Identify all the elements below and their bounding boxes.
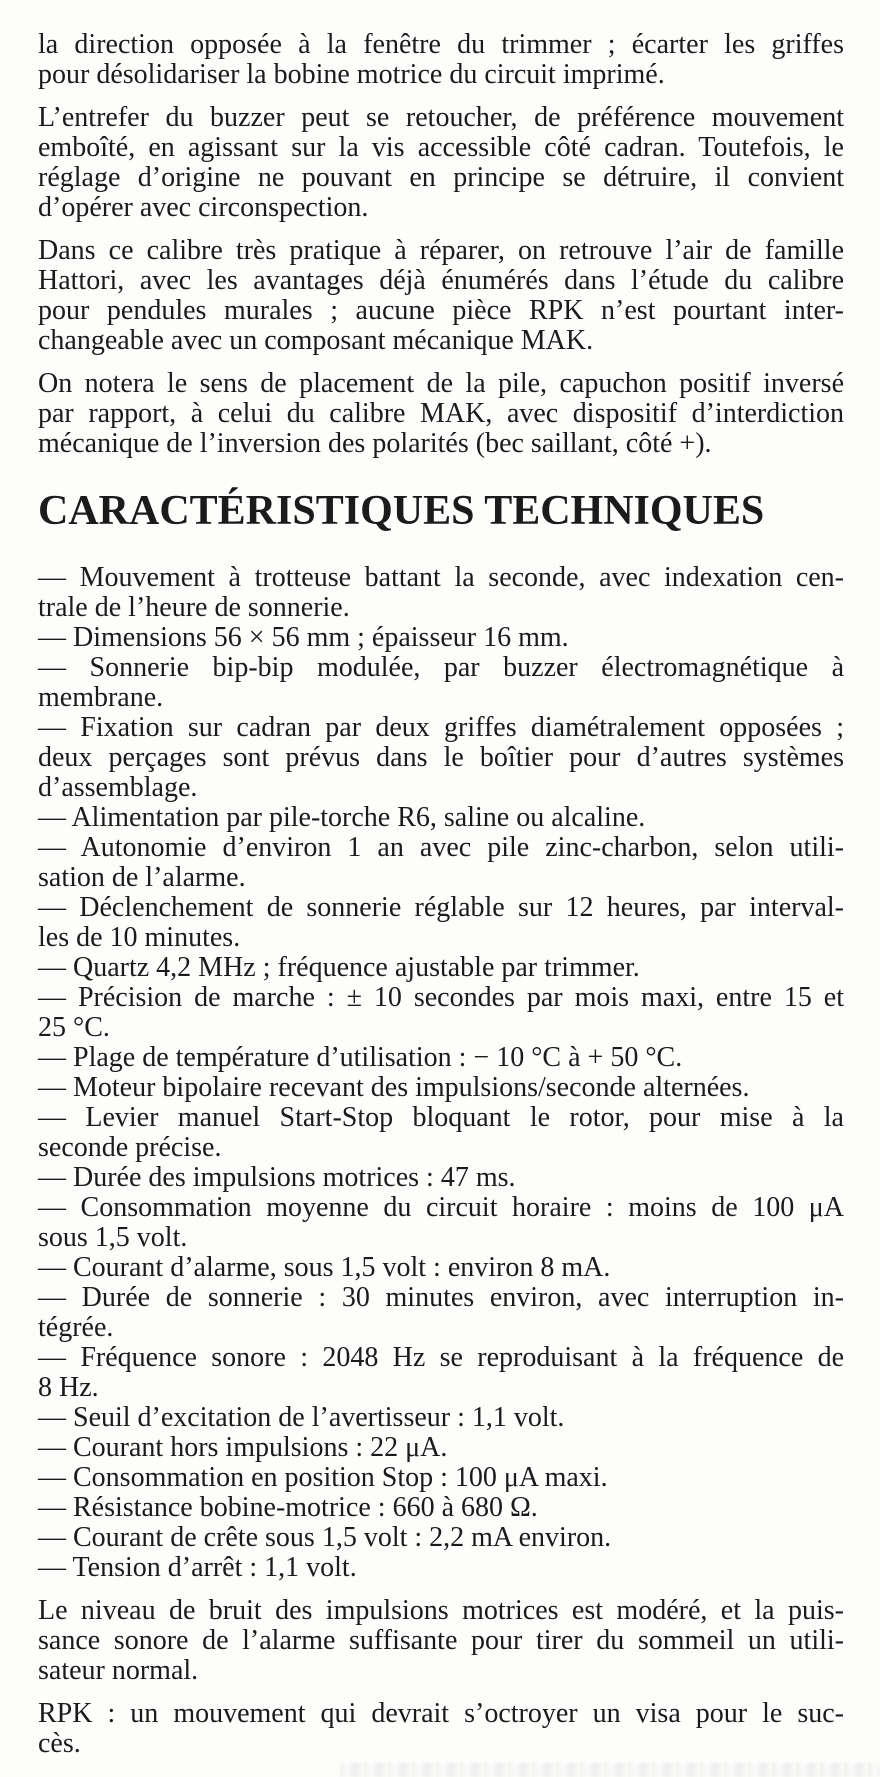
spec-levier bbox=[38, 1103, 844, 1163]
text-line: — Dimensions 56 × 56 mm ; épaisseur 16 mm. bbox=[38, 622, 569, 653]
text-line: — Déclenchement de sonnerie réglable sur 12 heures, par interval- bbox=[38, 892, 844, 923]
spec-autonomie bbox=[38, 833, 844, 893]
text-line: — Durée de sonnerie : 30 minutes environ, avec interruption in- bbox=[38, 1282, 844, 1313]
spec-consommation-stop bbox=[38, 1463, 844, 1493]
spec-temperature bbox=[38, 1043, 844, 1073]
text-line: sation de l’alarme. bbox=[38, 862, 246, 893]
spec-tension-arret bbox=[38, 1553, 844, 1583]
text-line: d’opérer avec circonspection. bbox=[38, 192, 369, 223]
text-line: seconde précise. bbox=[38, 1132, 222, 1163]
spec-alimentation bbox=[38, 803, 844, 833]
text-line: — Consommation moyenne du circuit horaire : moins de 100 μA bbox=[38, 1192, 844, 1223]
text-line: — Durée des impulsions motrices : 47 ms. bbox=[38, 1162, 516, 1193]
text-line: — Seuil d’excitation de l’avertisseur : 1,1 volt. bbox=[38, 1402, 565, 1433]
text-line: deux perçages sont prévus dans le boîtier pour d’autres systèmes bbox=[38, 742, 844, 773]
spec-sonnerie bbox=[38, 653, 844, 713]
spec-mouvement bbox=[38, 563, 844, 623]
text-line: — Résistance bobine-motrice : 660 à 680 Ω. bbox=[38, 1492, 538, 1523]
text-line: tégrée. bbox=[38, 1312, 114, 1343]
spec-moteur bbox=[38, 1073, 844, 1103]
text-line: pour désolidariser la bobine motrice du circuit imprimé. bbox=[38, 59, 665, 90]
paragraph-conclusion-rpk bbox=[38, 1699, 844, 1759]
text-line: Hattori, avec les avantages déjà énumérés dans l’étude du calibre bbox=[38, 265, 844, 296]
text-line: les de 10 minutes. bbox=[38, 922, 241, 953]
paragraph-niveau-bruit bbox=[38, 1596, 844, 1686]
text-line: emboîté, en agissant sur la vis accessible côté cadran. Toutefois, le bbox=[38, 132, 844, 163]
text-line: la direction opposée à la fenêtre du trimmer ; écarter les griffes bbox=[38, 29, 844, 60]
text-line: — Courant hors impulsions : 22 μA. bbox=[38, 1432, 448, 1463]
text-line: — Sonnerie bip-bip modulée, par buzzer électromagnétique à bbox=[38, 652, 844, 683]
text-line: sateur normal. bbox=[38, 1655, 199, 1686]
paragraph-calibre bbox=[38, 236, 844, 356]
text-line: — Plage de température d’utilisation : − 10 °C à + 50 °C. bbox=[38, 1042, 683, 1073]
text-line: — Consommation en position Stop : 100 μA maxi. bbox=[38, 1462, 608, 1493]
spec-declenchement bbox=[38, 893, 844, 953]
spec-dimensions bbox=[38, 623, 844, 653]
text-line: RPK : un mouvement qui devrait s’octroyer un visa pour le suc- bbox=[38, 1698, 844, 1729]
spec-precision bbox=[38, 983, 844, 1043]
text-line: — Courant d’alarme, sous 1,5 volt : environ 8 mA. bbox=[38, 1252, 611, 1283]
section-heading-text: CARACTÉRISTIQUES TECHNIQUES bbox=[38, 488, 765, 534]
text-line: 25 °C. bbox=[38, 1012, 110, 1043]
text-line: mécanique de l’inversion des polarités (bec saillant, côté +). bbox=[38, 428, 712, 459]
text-line: — Fixation sur cadran par deux griffes diamétralement opposées ; bbox=[38, 712, 844, 743]
paragraph-entrefer bbox=[38, 103, 844, 223]
scan-noise-artifact bbox=[340, 1763, 880, 1777]
text-line: — Précision de marche : ± 10 secondes par mois maxi, entre 15 et bbox=[38, 982, 844, 1013]
text-line: — Moteur bipolaire recevant des impulsions/seconde alternées. bbox=[38, 1072, 750, 1103]
text-line: d’assemblage. bbox=[38, 772, 198, 803]
spec-duree-impulsions bbox=[38, 1163, 844, 1193]
text-line: L’entrefer du buzzer peut se retoucher, de préférence mouvement bbox=[38, 102, 844, 133]
text-line: Dans ce calibre très pratique à réparer, on retrouve l’air de famille bbox=[38, 235, 844, 266]
paragraph-pile bbox=[38, 369, 844, 459]
text-line: trale de l’heure de sonnerie. bbox=[38, 592, 350, 623]
text-line: — Quartz 4,2 MHz ; fréquence ajustable par trimmer. bbox=[38, 952, 640, 983]
text-line: changeable avec un composant mécanique MAK. bbox=[38, 325, 594, 356]
text-line: On notera le sens de placement de la pile, capuchon positif inversé bbox=[38, 368, 844, 399]
text-line: — Courant de crête sous 1,5 volt : 2,2 mA environ. bbox=[38, 1522, 612, 1553]
paragraph-trimmer bbox=[38, 30, 844, 90]
section-heading bbox=[38, 487, 844, 535]
text-line: réglage d’origine ne pouvant en principe se détruire, il convient bbox=[38, 162, 844, 193]
text-line: — Mouvement à trotteuse battant la seconde, avec indexation cen- bbox=[38, 562, 844, 593]
text-line: cès. bbox=[38, 1728, 81, 1759]
text-line: — Autonomie d’environ 1 an avec pile zinc-charbon, selon utili- bbox=[38, 832, 844, 863]
spec-courant-alarme bbox=[38, 1253, 844, 1283]
spec-duree-sonnerie bbox=[38, 1283, 844, 1343]
spec-fixation bbox=[38, 713, 844, 803]
text-line: sance sonore de l’alarme suffisante pour tirer du sommeil un utili- bbox=[38, 1625, 844, 1656]
spec-frequence-sonore bbox=[38, 1343, 844, 1403]
spec-resistance bbox=[38, 1493, 844, 1523]
spec-seuil-excitation bbox=[38, 1403, 844, 1433]
text-line: — Levier manuel Start-Stop bloquant le rotor, pour mise à la bbox=[38, 1102, 844, 1133]
text-line: — Tension d’arrêt : 1,1 volt. bbox=[38, 1552, 357, 1583]
text-line: — Fréquence sonore : 2048 Hz se reproduisant à la fréquence de bbox=[38, 1342, 844, 1373]
text-line: pour pendules murales ; aucune pièce RPK n’est pourtant inter- bbox=[38, 295, 844, 326]
spec-quartz bbox=[38, 953, 844, 983]
spec-courant-crete bbox=[38, 1523, 844, 1553]
spec-consommation-horaire bbox=[38, 1193, 844, 1253]
text-line: par rapport, à celui du calibre MAK, avec dispositif d’interdiction bbox=[38, 398, 844, 429]
text-line: sous 1,5 volt. bbox=[38, 1222, 188, 1253]
text-line: 8 Hz. bbox=[38, 1372, 99, 1403]
text-line: Le niveau de bruit des impulsions motrices est modéré, et la puis- bbox=[38, 1595, 844, 1626]
page-text-content bbox=[38, 30, 844, 1759]
spec-courant-hors-impulsions bbox=[38, 1433, 844, 1463]
text-line: membrane. bbox=[38, 682, 164, 713]
text-line: — Alimentation par pile-torche R6, saline ou alcaline. bbox=[38, 802, 646, 833]
